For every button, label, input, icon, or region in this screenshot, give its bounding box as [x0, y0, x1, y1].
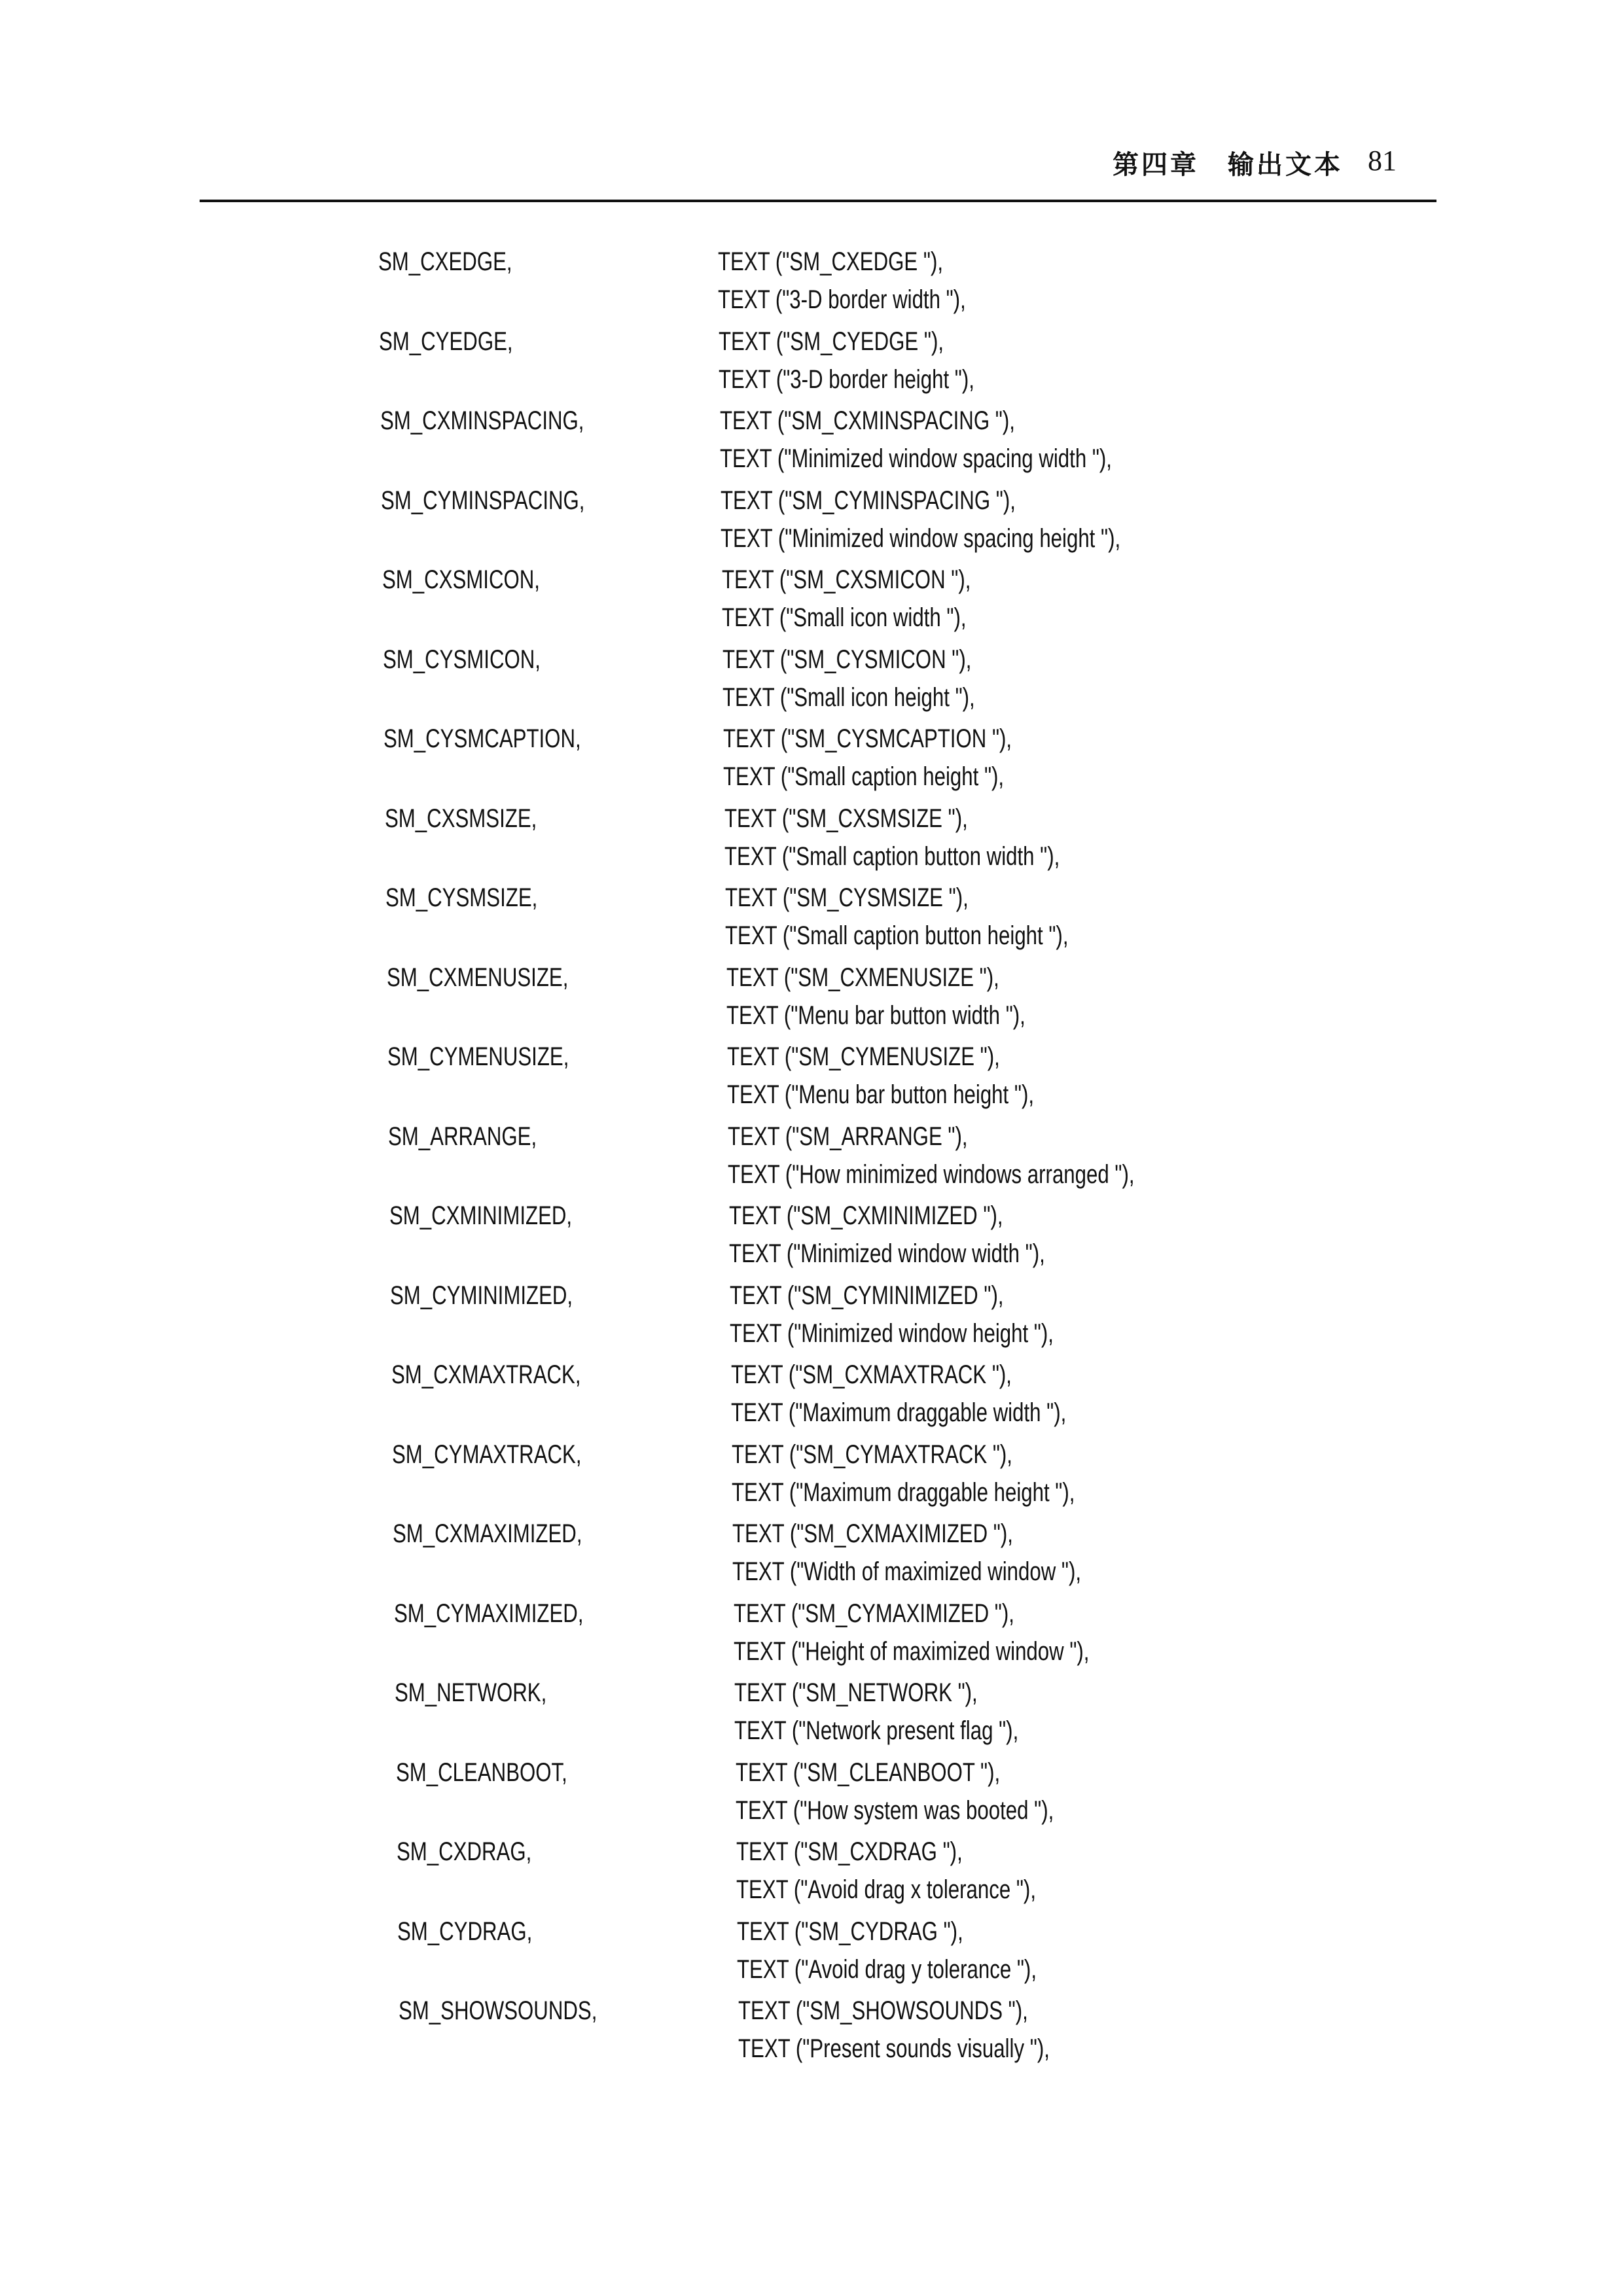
constant-name: SM_SHOWSOUNDS, — [399, 1996, 597, 2025]
constant-name: SM_CXMAXTRACK, — [391, 1360, 581, 1389]
description-text-line: TEXT ("How minimized windows arranged "), — [728, 1160, 1135, 1189]
constant-name: SM_CLEANBOOT, — [396, 1758, 567, 1787]
name-text-line: TEXT ("SM_CYDRAG "), — [737, 1917, 963, 1946]
constant-name: SM_CXEDGE, — [378, 247, 512, 276]
description-text-line: TEXT ("Menu bar button width "), — [726, 1001, 1026, 1030]
constant-name: SM_CYSMICON, — [383, 645, 541, 674]
description-text-line: TEXT ("Minimized window spacing width "), — [720, 444, 1112, 473]
name-text-line: TEXT ("SM_CYMENUSIZE "), — [727, 1042, 1000, 1071]
listing-entry — [0, 1996, 1623, 2156]
page-number: 81 — [1368, 145, 1397, 177]
constant-name: SM_CXSMSIZE, — [385, 804, 537, 833]
name-text-line: TEXT ("SM_CLEANBOOT "), — [736, 1758, 1001, 1787]
constant-name: SM_CXDRAG, — [397, 1837, 532, 1866]
chapter-title: 第四章 输出文本 — [1113, 150, 1343, 180]
constant-name: SM_CYMINIMIZED, — [390, 1281, 573, 1310]
description-text-line: TEXT ("Maximum draggable width "), — [731, 1398, 1067, 1427]
name-text-line: TEXT ("SM_SHOWSOUNDS "), — [738, 1996, 1028, 2025]
name-text-line: TEXT ("SM_CXMINSPACING "), — [720, 406, 1015, 435]
name-text-line: TEXT ("SM_CYMINIMIZED "), — [730, 1281, 1004, 1310]
name-text-line: TEXT ("SM_CXSMSIZE "), — [724, 804, 968, 833]
description-text-line: TEXT ("Avoid drag x tolerance "), — [736, 1875, 1036, 1904]
description-text-line: TEXT ("Present sounds visually "), — [738, 2034, 1050, 2063]
name-text-line: TEXT ("SM_CYMAXTRACK "), — [732, 1440, 1012, 1469]
constant-name: SM_CXMINSPACING, — [380, 406, 584, 435]
constant-name: SM_CXMINIMIZED, — [389, 1201, 573, 1230]
constant-name: SM_CYSMCAPTION, — [383, 724, 581, 753]
name-text-line: TEXT ("SM_CXSMICON "), — [722, 565, 971, 594]
name-text-line: TEXT ("SM_CYSMCAPTION "), — [723, 724, 1012, 753]
description-text-line: TEXT ("Small caption height "), — [723, 762, 1005, 791]
description-text-line: TEXT ("Height of maximized window "), — [734, 1637, 1090, 1666]
description-text-line: TEXT ("Small icon height "), — [722, 683, 975, 712]
description-text-line: TEXT ("How system was booted "), — [736, 1796, 1054, 1825]
description-text-line: TEXT ("3-D border width "), — [718, 285, 966, 314]
description-text-line: TEXT ("Network present flag "), — [734, 1716, 1019, 1745]
description-text-line: TEXT ("Small icon width "), — [722, 603, 967, 632]
name-text-line: TEXT ("SM_CXMENUSIZE "), — [726, 963, 999, 992]
description-text-line: TEXT ("Width of maximized window "), — [732, 1557, 1082, 1586]
description-text-line: TEXT ("Avoid drag y tolerance "), — [737, 1955, 1037, 1984]
name-text-line: TEXT ("SM_ARRANGE "), — [728, 1122, 968, 1151]
name-text-line: TEXT ("SM_CYSMSIZE "), — [725, 883, 969, 912]
name-text-line: TEXT ("SM_CXMINIMIZED "), — [729, 1201, 1003, 1230]
name-text-line: TEXT ("SM_CYMINSPACING "), — [721, 486, 1016, 515]
name-text-line: TEXT ("SM_CXDRAG "), — [736, 1837, 963, 1866]
name-text-line: TEXT ("SM_CXMAXTRACK "), — [731, 1360, 1012, 1389]
description-text-line: TEXT ("Minimized window spacing height "), — [721, 524, 1121, 553]
description-text-line: TEXT ("Minimized window height "), — [730, 1319, 1054, 1348]
constant-name: SM_CYSMSIZE, — [385, 883, 538, 912]
constant-name: SM_CXSMICON, — [382, 565, 540, 594]
name-text-line: TEXT ("SM_CYSMICON "), — [722, 645, 972, 674]
constant-name: SM_NETWORK, — [395, 1678, 547, 1707]
constant-name: SM_CXMAXIMIZED, — [393, 1519, 582, 1548]
name-text-line: TEXT ("SM_NETWORK "), — [734, 1678, 978, 1707]
name-text-line: TEXT ("SM_CXMAXIMIZED "), — [732, 1519, 1013, 1548]
constant-name: SM_ARRANGE, — [388, 1122, 537, 1151]
name-text-line: TEXT ("SM_CYEDGE "), — [719, 327, 944, 356]
description-text-line: TEXT ("Small caption button height "), — [725, 921, 1069, 950]
name-text-line: TEXT ("SM_CXEDGE "), — [718, 247, 944, 276]
description-text-line: TEXT ("Small caption button width "), — [724, 842, 1060, 871]
constant-name: SM_CXMENUSIZE, — [387, 963, 569, 992]
constant-name: SM_CYMAXTRACK, — [392, 1440, 582, 1469]
description-text-line: TEXT ("3-D border height "), — [719, 365, 974, 394]
constant-name: SM_CYEDGE, — [379, 327, 513, 356]
description-text-line: TEXT ("Minimized window width "), — [729, 1239, 1045, 1268]
constant-name: SM_CYMAXIMIZED, — [394, 1599, 584, 1628]
constant-name: SM_CYMINSPACING, — [381, 486, 585, 515]
description-text-line: TEXT ("Menu bar button height "), — [727, 1080, 1035, 1109]
description-text-line: TEXT ("Maximum draggable height "), — [732, 1478, 1075, 1507]
constant-name: SM_CYMENUSIZE, — [387, 1042, 569, 1071]
name-text-line: TEXT ("SM_CYMAXIMIZED "), — [734, 1599, 1014, 1628]
constant-name: SM_CYDRAG, — [397, 1917, 533, 1946]
